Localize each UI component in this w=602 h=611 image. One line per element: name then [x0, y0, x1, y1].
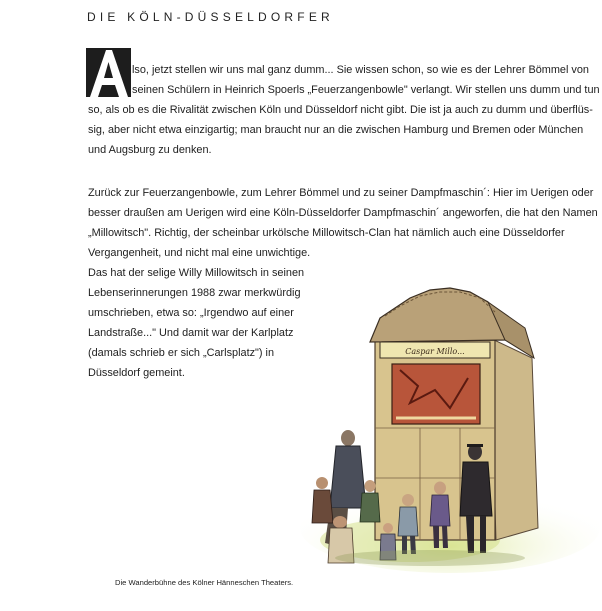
text-line: und Augsburg zu denken.	[88, 144, 212, 156]
booth-sign: Caspar Millo...	[405, 347, 465, 356]
paragraph-intro	[88, 60, 598, 160]
text-line: Das hat der selige Willy Millowitsch in seinen	[88, 267, 305, 279]
text-line: „Millowitsch". Richtig, der scheinbar urkölsche Millowitsch-Clan hat nämlich auch eine Düsseldorfer	[88, 227, 565, 239]
text-line: lso, jetzt stellen wir uns mal ganz dumm... Sie wissen schon, so wie es der Lehrer Bömmel von	[132, 64, 589, 76]
chapter-heading: DIE KÖLN-DÜSSELDORFER	[87, 10, 334, 24]
image-caption: Die Wanderbühne des Kölner Hänneschen Theaters.	[115, 578, 294, 587]
text-line: Lebenserinnerungen 1988 zwar merkwürdig	[88, 287, 301, 299]
text-line: (damals schrieb er sich „Carlsplatz") in	[88, 347, 275, 359]
puppet-theater-illustration	[300, 278, 600, 578]
text-line: seinen Schülern in Heinrich Spoerls „Feuerzangenbowle" verlangt. Wir stellen uns dumm und tun	[132, 84, 600, 96]
text-line: umschrieben, etwa so: „Irgendwo auf einer	[88, 307, 294, 319]
text-line: besser draußen am Uerigen wird eine Köln-Düsseldorfer Dampfmaschin´ angeworfen, die hat den Namen	[88, 207, 598, 219]
text-line: so, als ob es die Rivalität zwischen Köln und Düsseldorf nicht gibt. Die ist ja auch zu dumm und überflüs-	[88, 104, 593, 116]
text-line: Vergangenheit, und nicht mal eine unwichtige.	[88, 247, 311, 259]
text-line: Zurück zur Feuerzangenbowle, zum Lehrer Bömmel und zu seiner Dampfmaschin´: Hier im Uerigen oder	[88, 187, 594, 199]
text-line: sig, aber nicht etwa einzigartig; man braucht nur an die zwischen Hamburg und Bremen oder München	[88, 124, 584, 136]
text-line: Landstraße..." Und damit war der Karlplatz	[88, 327, 294, 339]
text-line: Düsseldorf gemeint.	[88, 367, 185, 379]
